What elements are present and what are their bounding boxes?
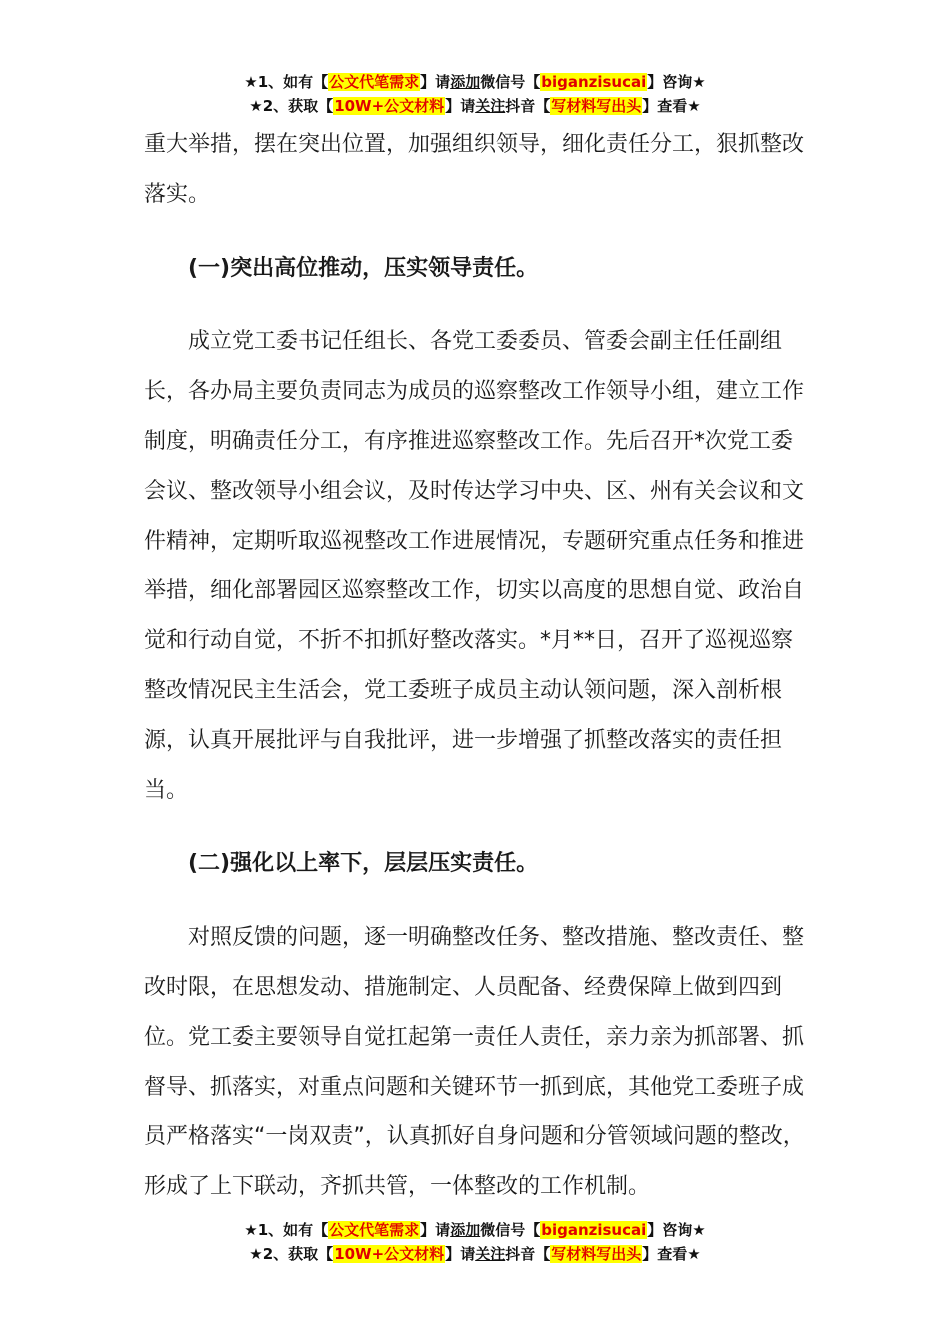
banner-highlight-service: 公文代笔需求 [329,1221,420,1239]
banner-text: ★1、如有【 [244,73,329,91]
banner-text: 】咨询★ [647,73,706,91]
banner-line-2 [0,94,950,118]
banner-text: 微信号【 [480,1221,541,1239]
banner-text: 抖音【 [505,97,551,115]
banner-text: 】请 [445,1245,476,1263]
banner-text: 抖音【 [505,1245,551,1263]
paragraph-2: 对照反馈的问题，逐一明确整改任务、整改措施、整改责任、整改时限，在思想发动、措施制定、人员配备、经费保障上做到四到位。党工委主要领导自觉扛起第一责任人责任，亲力亲为抓部署、抓督导、抓落实，对重点问题和关键环节一抓到底，其他党工委班子成员严格落实“一岗双责”，认真抓好自身问题和分管领域问题的整改，形成了上下联动，齐抓共管，一体整改的工作机制。 [144,925,805,1200]
document-body [144,120,812,1212]
banner-underlined-text: 关注 [475,1245,506,1263]
banner-highlight-materials: 10W+公文材料 [334,1245,445,1263]
banner-underlined-text: 添加 [450,1221,481,1239]
banner-highlight-account: 写材料写出头 [551,97,642,115]
banner-underlined-text: 关注 [475,97,506,115]
banner-text: ★1、如有【 [244,1221,329,1239]
banner-underlined-text: 添加 [450,73,481,91]
intro-paragraph: 重大举措，摆在突出位置，加强组织领导，细化责任分工，狠抓整改落实。 [144,132,805,207]
banner-text: 】查看★ [642,1245,701,1263]
section-heading-2: (二)强化以上率下，层层压实责任。 [188,851,539,877]
banner-line-1 [0,70,950,94]
banner-text: 微信号【 [480,73,541,91]
banner-highlight-wechat-id: biganzisucai [541,73,647,91]
banner-text: 】请 [420,73,451,91]
banner-highlight-account: 写材料写出头 [551,1245,642,1263]
banner-text: 】查看★ [642,97,701,115]
banner-text: ★2、获取【 [249,97,334,115]
banner-text: 】咨询★ [647,1221,706,1239]
section-heading-1: (一)突出高位推动，压实领导责任。 [188,255,539,281]
banner-line-1 [0,1218,950,1242]
banner-text: 】请 [445,97,476,115]
banner-line-2 [0,1242,950,1266]
paragraph-1: 成立党工委书记任组长、各党工委委员、管委会副主任任副组长，各办局主要负责同志为成员的巡察整改工作领导小组，建立工作制度，明确责任分工，有序推进巡察整改工作。先后召开*次党工委会议、整改领导小组会议，及时传达学习中央、区、州有关会议和文件精神，定期听取巡视整改工作进展情况，专题研究重点任务和推进举措，细化部署园区巡察整改工作，切实以高度的思想自觉、政治自觉和行动自觉，不折不扣抓好整改落实。*月**日，召开了巡视巡察整改情况民主生活会，党工委班子成员主动认领问题，深入剖析根源，认真开展批评与自我批评，进一步增强了抓整改落实的责任担当。 [144,329,805,803]
banner-text: 】请 [420,1221,451,1239]
banner-text: ★2、获取【 [249,1245,334,1263]
banner-highlight-materials: 10W+公文材料 [334,97,445,115]
footer-banner [0,1218,950,1266]
banner-highlight-service: 公文代笔需求 [329,73,420,91]
banner-highlight-wechat-id: biganzisucai [541,1221,647,1239]
header-banner [0,70,950,118]
